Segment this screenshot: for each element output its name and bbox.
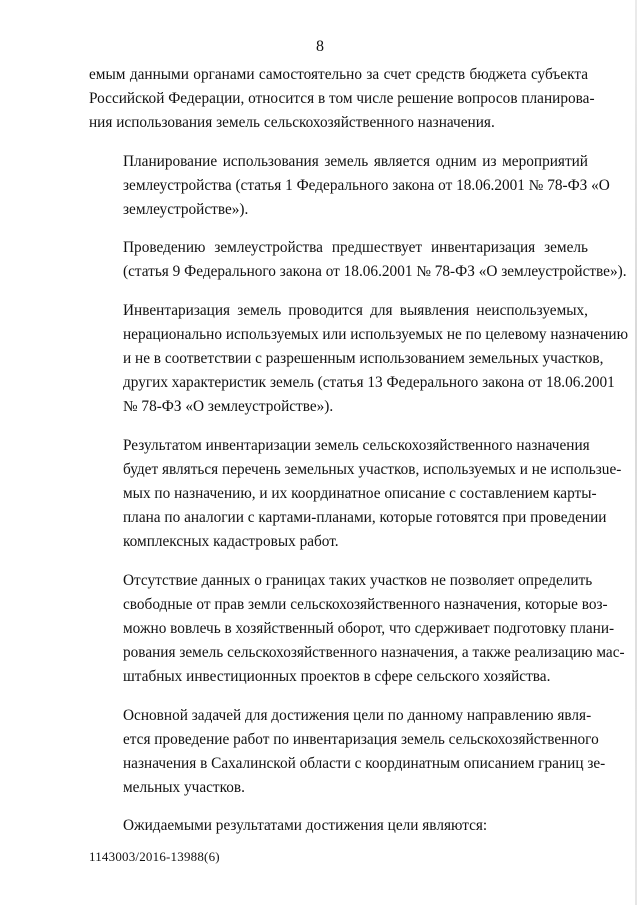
text-line: ется проведение работ по инвентаризация земель сельскохозяйственного (123, 730, 599, 748)
paragraph-1 (89, 63, 595, 136)
paragraph-7 (89, 704, 606, 801)
text-line: мельных участков. (123, 779, 245, 797)
text-line: Основной задачей для достижения цели по данному направлению явля- (123, 706, 592, 724)
text-line: (статья 9 Федерального закона от 18.06.2001 № 78-ФЗ «О землеустройстве»). (123, 263, 627, 281)
text-line: штабных инвестиционных проектов в сфере сельского хозяйства. (123, 668, 551, 686)
paragraph-2 (89, 150, 610, 223)
text-line: и не в соответствии с разрешенным использованием земельных участков, (123, 350, 604, 368)
paragraph-3 (89, 236, 627, 284)
text-line: землеустройства (статья 1 Федерального закона от 18.06.2001 № 78-ФЗ «О (123, 176, 610, 194)
paragraph-8 (89, 814, 588, 838)
text-line: Ожидаемыми результатами достижения цели являются: (123, 817, 488, 835)
paragraph-6 (89, 569, 625, 690)
text-line: мых по назначению, и их координатное описание с составлением карты- (123, 485, 597, 503)
text-line: плана по аналогии с картами-планами, которые готовятся при проведении (123, 509, 607, 527)
text-line: емым данными органами самостоятельно за счет средств бюджета субъекта (89, 66, 588, 83)
paragraph-4 (89, 299, 629, 420)
text-line: ния использования земель сельскохозяйственного назначения. (89, 114, 495, 132)
text-line: Планирование использования земель является одним из мероприятий (123, 152, 588, 170)
text-line: других характеристик земель (статья 13 Федерального закона от 18.06.2001 (123, 374, 615, 392)
text-line: можно вовлечь в хозяйственный оборот, что сдерживает подготовку плани- (123, 620, 615, 638)
text-line: будет являться перечень земельных участков, используемых и не использue- (123, 460, 622, 478)
document-registration-number: 1143003/2016-13988(6) (89, 849, 220, 864)
body-text (89, 63, 629, 853)
text-line: землеустройстве»). (123, 201, 249, 219)
text-line: Проведению землеустройства предшествует инвентаризация земель (123, 239, 588, 257)
paragraph-5 (89, 434, 622, 555)
text-line: свободные от прав земли сельскохозяйственного назначения, которые воз- (123, 595, 608, 613)
page-number: 8 (316, 38, 324, 55)
text-line: Российской Федерации, относится в том числе решение вопросов планирова- (89, 90, 595, 108)
text-line: Отсутствие данных о границах таких участков не позволяет определить (123, 571, 593, 589)
text-line: рования земель сельскохозяйственного назначения, а также реализацию мас- (123, 644, 625, 662)
text-line: назначения в Сахалинской области с координатным описанием границ зе- (123, 755, 606, 773)
text-line: № 78-ФЗ «О землеустройстве»). (123, 398, 334, 416)
text-line: комплексных кадастровых работ. (123, 533, 339, 551)
text-line: нерационально используемых или используемых не по целевому назначению (123, 325, 629, 343)
text-line: Результатом инвентаризации земель сельскохозяйственного назначения (123, 436, 590, 454)
text-line: Инвентаризация земель проводится для выявления неиспользуемых, (123, 301, 588, 319)
scan-edge-shadow (635, 0, 637, 905)
